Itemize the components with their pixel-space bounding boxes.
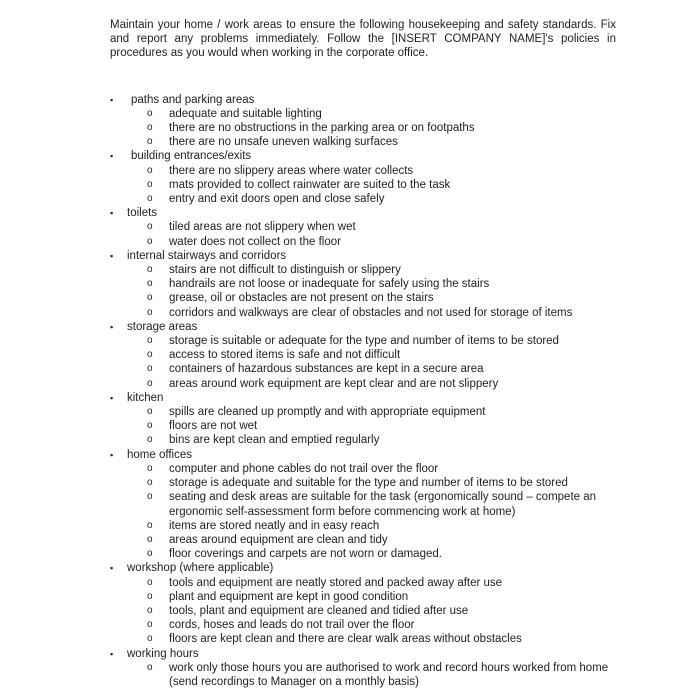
subitem-text: water does not collect on the floor: [169, 235, 341, 248]
subitem-text: computer and phone cables do not trail over the floor: [169, 462, 439, 475]
bullet-icon: ▪: [110, 208, 114, 219]
subitem-text: spills are cleaned up promptly and with appropriate equipment: [169, 406, 486, 419]
circle-bullet-icon: o: [147, 335, 153, 347]
bullet-icon: ▪: [110, 321, 114, 332]
category-title: building entrances/exits: [131, 150, 252, 163]
category-title: storage areas: [127, 320, 198, 333]
subitem-text: storage is adequate and suitable for the type and number of items to be stored: [169, 477, 568, 490]
subitem-text: areas around work equipment are kept clear and are not slippery: [169, 377, 499, 390]
category-title: home offices: [127, 448, 192, 461]
intro-paragraph: Maintain your home / work areas to ensure the following housekeeping and safety standards. Fix and report any problems immediately. Follow the [INSERT COMPANY NAME]'s policies in procedures as you would when working in the corporate office.: [110, 19, 616, 60]
checklist-subitem: [110, 476, 616, 490]
circle-bullet-icon: o: [147, 377, 153, 389]
circle-bullet-icon: o: [147, 122, 153, 134]
subitem-text: work only those hours you are authorised to work and record hours worked from home (send recordings to Manager on a monthly basis): [169, 661, 609, 688]
circle-bullet-icon: o: [147, 107, 153, 119]
circle-bullet-icon: o: [147, 278, 153, 290]
category-item: [110, 647, 616, 661]
checklist-subitem: [110, 604, 616, 618]
checklist-subitem: [110, 334, 616, 348]
checklist-subitem: [110, 632, 616, 646]
category-title: working hours: [127, 647, 199, 660]
checklist-subitem: [110, 121, 616, 135]
checklist-subitem: [110, 519, 616, 533]
circle-bullet-icon: o: [147, 164, 153, 176]
circle-bullet-icon: o: [147, 406, 153, 418]
subitem-text: cords, hoses and leads do not trail over the floor: [169, 619, 415, 632]
subitem-text: corridors and walkways are clear of obstacles and not used for storage of items: [169, 306, 573, 319]
checklist-subitem: [110, 107, 616, 121]
circle-bullet-icon: o: [147, 363, 153, 375]
circle-bullet-icon: o: [147, 306, 153, 318]
circle-bullet-icon: o: [147, 548, 153, 560]
bullet-icon: ▪: [110, 250, 114, 261]
circle-bullet-icon: o: [147, 420, 153, 432]
subitem-text: plant and equipment are kept in good condition: [169, 590, 409, 603]
subitem-text: containers of hazardous substances are kept in a secure area: [169, 363, 484, 376]
checklist-subitem: [110, 462, 616, 476]
circle-bullet-icon: o: [147, 491, 153, 503]
document-page: [110, 18, 616, 689]
subitem-text: mats provided to collect rainwater are suited to the task: [169, 178, 451, 191]
circle-bullet-icon: o: [147, 264, 153, 276]
category-item: [110, 561, 616, 575]
subitem-text: grease, oil or obstacles are not present on the stairs: [169, 292, 434, 305]
circle-bullet-icon: o: [147, 604, 153, 616]
circle-bullet-icon: o: [147, 235, 153, 247]
subitem-text: floors are kept clean and there are clear walk areas without obstacles: [169, 633, 522, 646]
circle-bullet-icon: o: [147, 619, 153, 631]
checklist-subitem: [110, 590, 616, 604]
checklist-subitem: [110, 490, 616, 518]
subitem-text: there are no obstructions in the parking area or on footpaths: [169, 122, 475, 135]
checklist-subitem: [110, 263, 616, 277]
checklist-subitem: [110, 164, 616, 178]
bullet-icon: ▪: [110, 449, 114, 460]
category-item: [110, 206, 616, 220]
checklist-subitem: [110, 661, 616, 689]
subitem-text: there are no slippery areas where water collects: [169, 164, 414, 177]
circle-bullet-icon: o: [147, 193, 153, 205]
bullet-icon: ▪: [110, 151, 114, 162]
subitem-text: access to stored items is safe and not difficult: [169, 349, 401, 362]
checklist-subitem: [110, 433, 616, 447]
checklist-subitem: [110, 377, 616, 391]
subitem-text: adequate and suitable lighting: [169, 107, 322, 120]
category-item: [110, 93, 616, 107]
circle-bullet-icon: o: [147, 533, 153, 545]
category-title: internal stairways and corridors: [127, 249, 287, 262]
checklist-subitem: [110, 618, 616, 632]
checklist-subitem: [110, 178, 616, 192]
category-item: [110, 448, 616, 462]
bullet-icon: ▪: [110, 563, 114, 574]
subitem-text: seating and desk areas are suitable for the task (ergonomically sound – compete an ergonomic self-assessment form before commencing work at home): [169, 491, 597, 518]
category-item: [110, 249, 616, 263]
subitem-text: items are stored neatly and in easy reach: [169, 519, 380, 532]
checklist-subitem: [110, 135, 616, 149]
category-title: paths and parking areas: [131, 93, 255, 106]
circle-bullet-icon: o: [147, 519, 153, 531]
checklist-subitem: [110, 277, 616, 291]
checklist: [110, 93, 616, 690]
checklist-subitem: [110, 192, 616, 206]
category-item: [110, 149, 616, 163]
bullet-icon: ▪: [110, 648, 114, 659]
circle-bullet-icon: o: [147, 477, 153, 489]
category-item: [110, 391, 616, 405]
circle-bullet-icon: o: [147, 349, 153, 361]
checklist-subitem: [110, 533, 616, 547]
bullet-icon: ▪: [110, 392, 114, 403]
subitem-text: storage is suitable or adequate for the type and number of items to be stored: [169, 335, 559, 348]
subitem-text: bins are kept clean and emptied regularly: [169, 434, 380, 447]
subitem-text: entry and exit doors open and close safely: [169, 193, 385, 206]
checklist-subitem: [110, 291, 616, 305]
checklist-subitem: [110, 576, 616, 590]
checklist-subitem: [110, 235, 616, 249]
subitem-text: handrails are not loose or inadequate for safely using the stairs: [169, 278, 490, 291]
circle-bullet-icon: o: [147, 221, 153, 233]
subitem-text: floors are not wet: [169, 420, 258, 433]
circle-bullet-icon: o: [147, 576, 153, 588]
circle-bullet-icon: o: [147, 590, 153, 602]
circle-bullet-icon: o: [147, 661, 153, 673]
subitem-text: stairs are not difficult to distinguish or slippery: [169, 264, 401, 277]
checklist-subitem: [110, 306, 616, 320]
subitem-text: there are no unsafe uneven walking surfaces: [169, 136, 398, 149]
checklist-subitem: [110, 220, 616, 234]
checklist-subitem: [110, 405, 616, 419]
subitem-text: floor coverings and carpets are not worn or damaged.: [169, 548, 442, 561]
circle-bullet-icon: o: [147, 462, 153, 474]
bullet-icon: ▪: [110, 94, 114, 105]
subitem-text: tiled areas are not slippery when wet: [169, 221, 356, 234]
category-title: toilets: [127, 207, 158, 220]
checklist-subitem: [110, 362, 616, 376]
circle-bullet-icon: o: [147, 178, 153, 190]
circle-bullet-icon: o: [147, 292, 153, 304]
category-item: [110, 320, 616, 334]
category-title: kitchen: [127, 391, 164, 404]
subitem-text: areas around equipment are clean and tidy: [169, 533, 388, 546]
subitem-text: tools, plant and equipment are cleaned and tidied after use: [169, 604, 469, 617]
circle-bullet-icon: o: [147, 136, 153, 148]
checklist-subitem: [110, 419, 616, 433]
subitem-text: tools and equipment are neatly stored and packed away after use: [169, 576, 503, 589]
circle-bullet-icon: o: [147, 633, 153, 645]
category-title: workshop (where applicable): [127, 562, 274, 575]
checklist-subitem: [110, 547, 616, 561]
circle-bullet-icon: o: [147, 434, 153, 446]
checklist-subitem: [110, 348, 616, 362]
